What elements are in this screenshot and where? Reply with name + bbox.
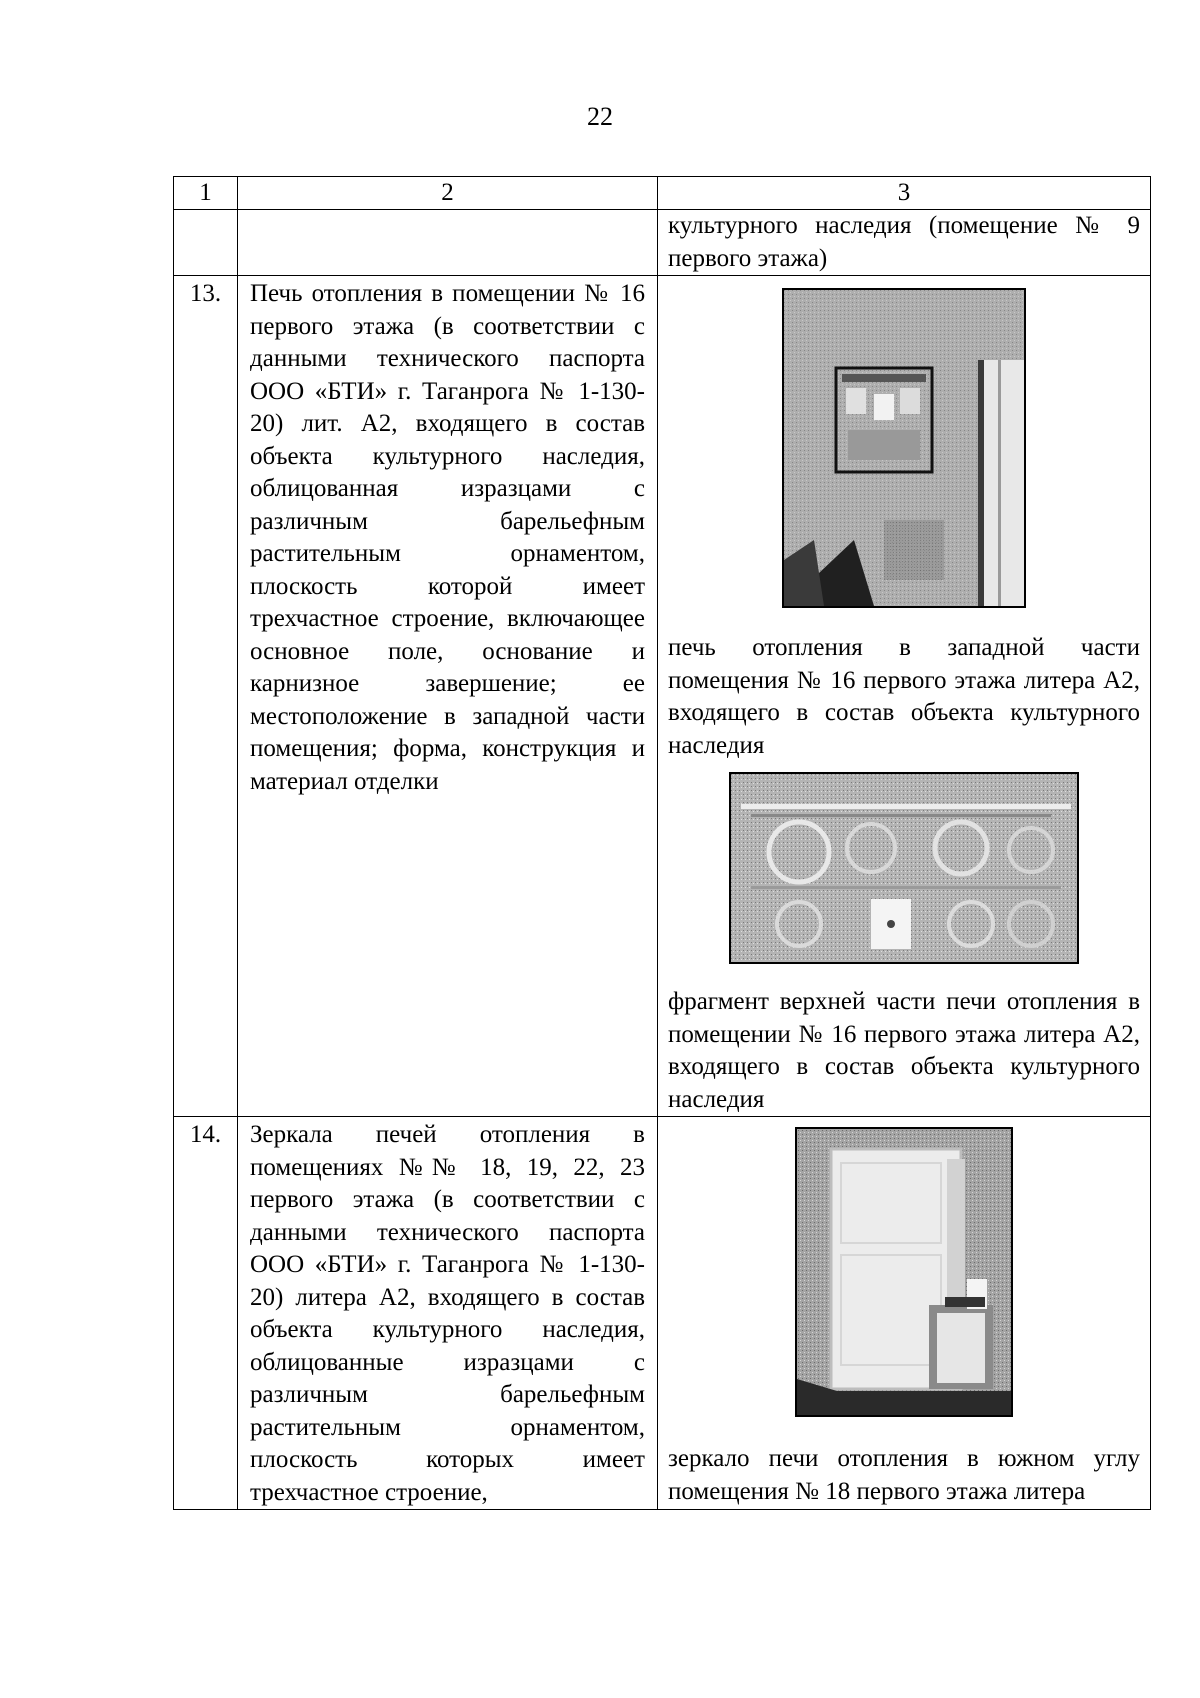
row-number bbox=[174, 210, 238, 276]
column-header-3: 3 bbox=[658, 177, 1151, 210]
photo-stove-top-fragment bbox=[729, 772, 1079, 964]
table-row bbox=[174, 210, 1151, 276]
row-description bbox=[238, 1117, 658, 1510]
column-header-2: 2 bbox=[238, 177, 658, 210]
row-description bbox=[238, 210, 658, 276]
row-captions-cell bbox=[658, 1117, 1151, 1510]
stove-fragment-image bbox=[731, 774, 1077, 962]
photo-caption: печь отопления в западной части помещения № 16 первого этажа литера А2, входящего в состав объекта культурного наследия bbox=[668, 634, 1140, 759]
row-number: 14. bbox=[174, 1117, 238, 1510]
page-number: 22 bbox=[587, 102, 613, 131]
photo-caption: зеркало печи отопления в южном углу помещения № 18 первого этажа литера bbox=[668, 1445, 1140, 1505]
photo-caption: фрагмент верхней части печи отопления в помещении № 16 первого этажа литера А2, входящего в состав объекта культурного наследия bbox=[668, 988, 1140, 1113]
row-number: 13. bbox=[174, 276, 238, 1117]
photo-stove-mirror-room-18 bbox=[795, 1127, 1013, 1417]
column-header-1: 1 bbox=[174, 177, 238, 210]
table-header-row bbox=[174, 177, 1151, 210]
photo-room-16-stove bbox=[782, 288, 1026, 608]
row-captions-cell bbox=[658, 276, 1151, 1117]
table-row bbox=[174, 1117, 1151, 1510]
heritage-table bbox=[173, 176, 1151, 1510]
row-description-text: Зеркала печей отопления в помещениях №№ 18, 19, 22, 23 первого этажа (в соответствии с данными технического паспорта ООО «БТИ» г. Таганрога № 1-130-20) литера А2, входящего в состав объекта культурного наследия, облицованные изразцами с различным барельефным растительным орнаментом, плоскость которых имеет трехчастное строение, bbox=[250, 1121, 645, 1506]
row-description-text: Печь отопления в помещении № 16 первого этажа (в соответствии с данными технического паспорта ООО «БТИ» г. Таганрога № 1-130-20) лит. А2, входящего в состав объекта культурного наследия, облицованная изразцами с различным барельефным растительным орнаментом, плоскость которой имеет трехчастное строение, включающее основное поле, основание и карнизное завершение; ее местоположение в западной части помещения; форма, конструкция и материал отделки bbox=[250, 280, 645, 795]
stove-mirror-image bbox=[797, 1129, 1011, 1415]
room-photo-image bbox=[784, 290, 1024, 606]
table-row bbox=[174, 276, 1151, 1117]
row-captions-cell bbox=[658, 210, 1151, 276]
row-description bbox=[238, 276, 658, 1117]
photo-caption: культурного наследия (помещение № 9 первого этажа) bbox=[668, 212, 1140, 272]
